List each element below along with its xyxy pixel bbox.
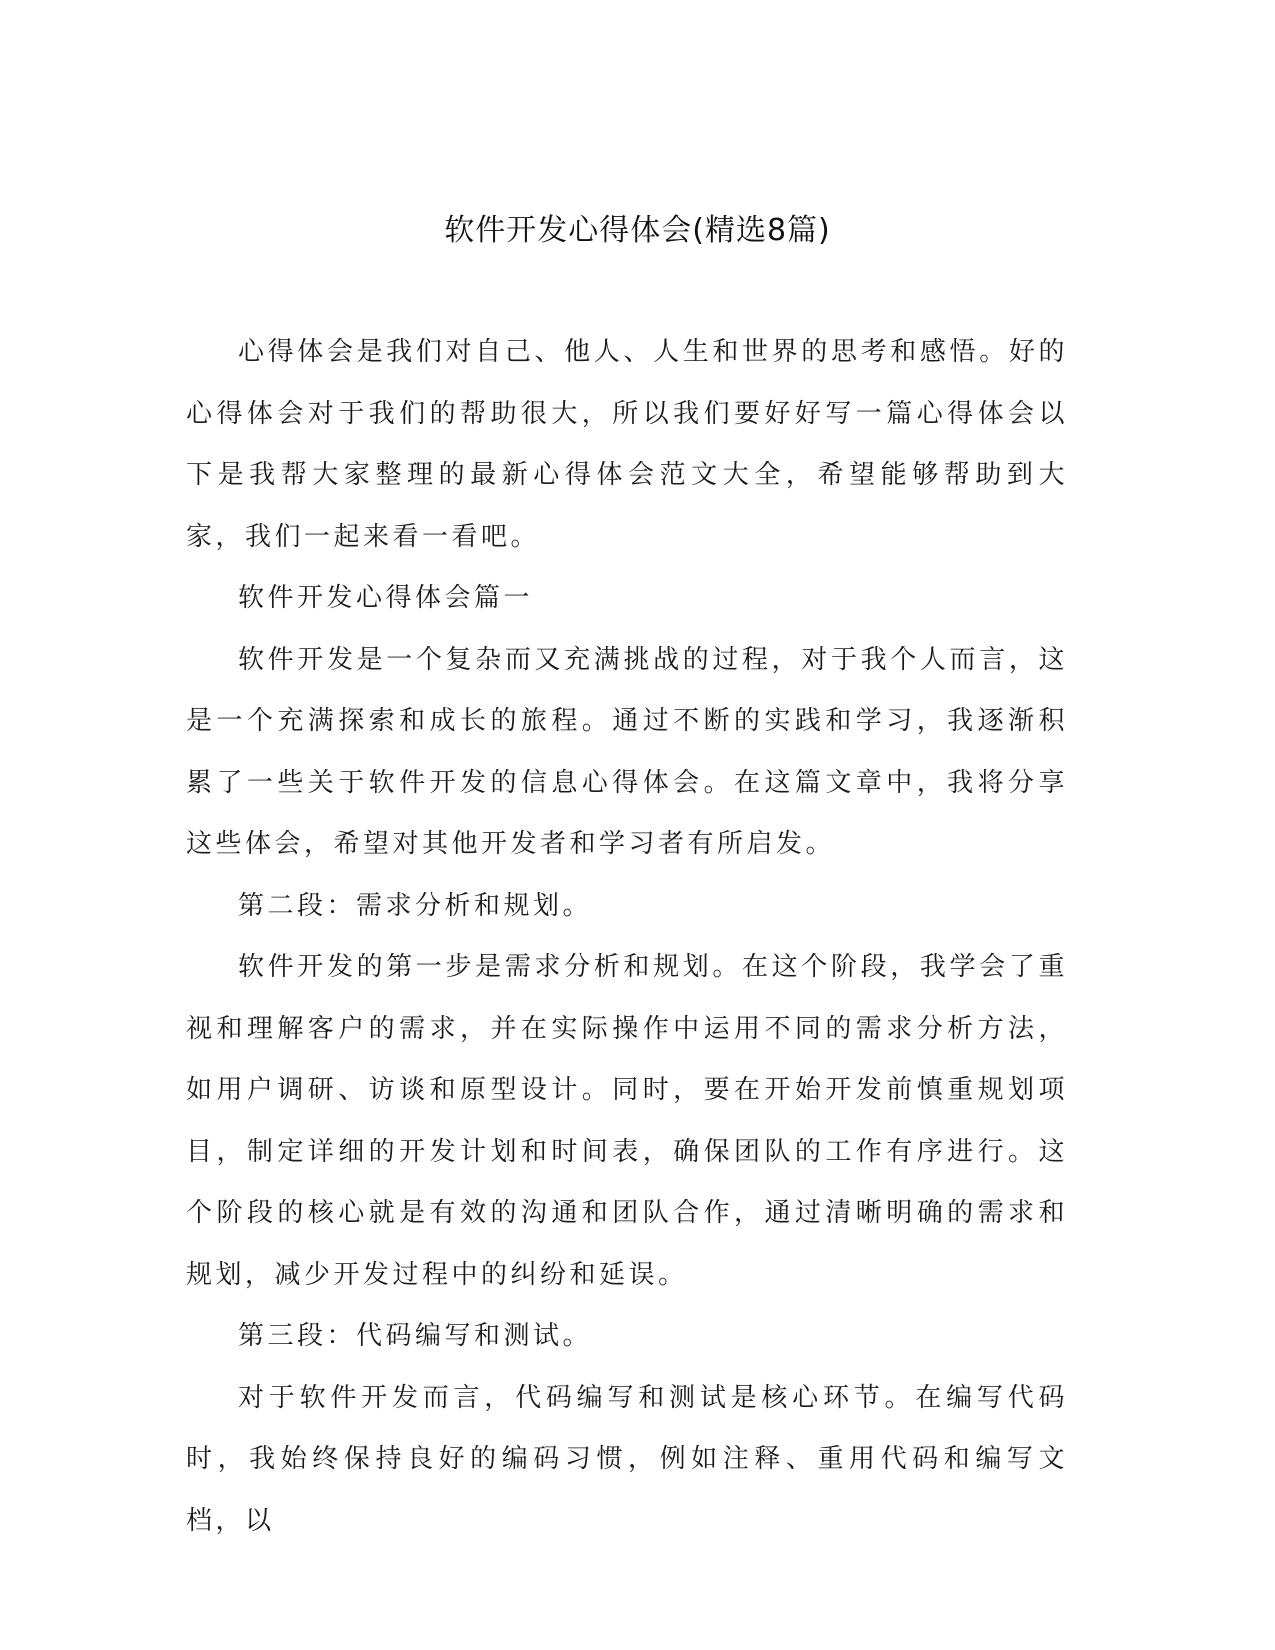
body-paragraph: 软件开发的第一步是需求分析和规划。在这个阶段，我学会了重视和理解客户的需求，并在实际操作中运用不同的需求分析方法，如用户调研、访谈和原型设计。同时，要在开始开发前慎重规划项目，制定详细的开发计划和时间表，确保团队的工作有序进行。这个阶段的核心就是有效的沟通和团队合作，通过清晰明确的需求和规划，减少开发过程中的纠纷和延误。	[186, 952, 1068, 1290]
document-body	[186, 322, 1068, 1552]
section-heading-second: 第二段：需求分析和规划。	[238, 890, 593, 921]
document-title: 软件开发心得体会(精选8篇)	[444, 213, 831, 248]
body-paragraph: 软件开发是一个复杂而又充满挑战的过程，对于我个人而言，这是一个充满探索和成长的旅程。通过不断的实践和学习，我逐渐积累了一些关于软件开发的信息心得体会。在这篇文章中，我将分享这些体会，希望对其他开发者和学习者有所启发。	[186, 644, 1068, 859]
section-heading-part-one: 软件开发心得体会篇一	[238, 583, 534, 613]
body-paragraph: 对于软件开发而言，代码编写和测试是核心环节。在编写代码时，我始终保持良好的编码习惯，例如注释、重用代码和编写文档，以	[186, 1382, 1068, 1536]
section-heading-third: 第三段：代码编写和测试。	[238, 1321, 593, 1351]
intro-paragraph: 心得体会是我们对自己、他人、人生和世界的思考和感悟。好的心得体会对于我们的帮助很大，所以我们要好好写一篇心得体会以下是我帮大家整理的最新心得体会范文大全，希望能够帮助到大家，我们一起来看一看吧。	[186, 337, 1068, 552]
